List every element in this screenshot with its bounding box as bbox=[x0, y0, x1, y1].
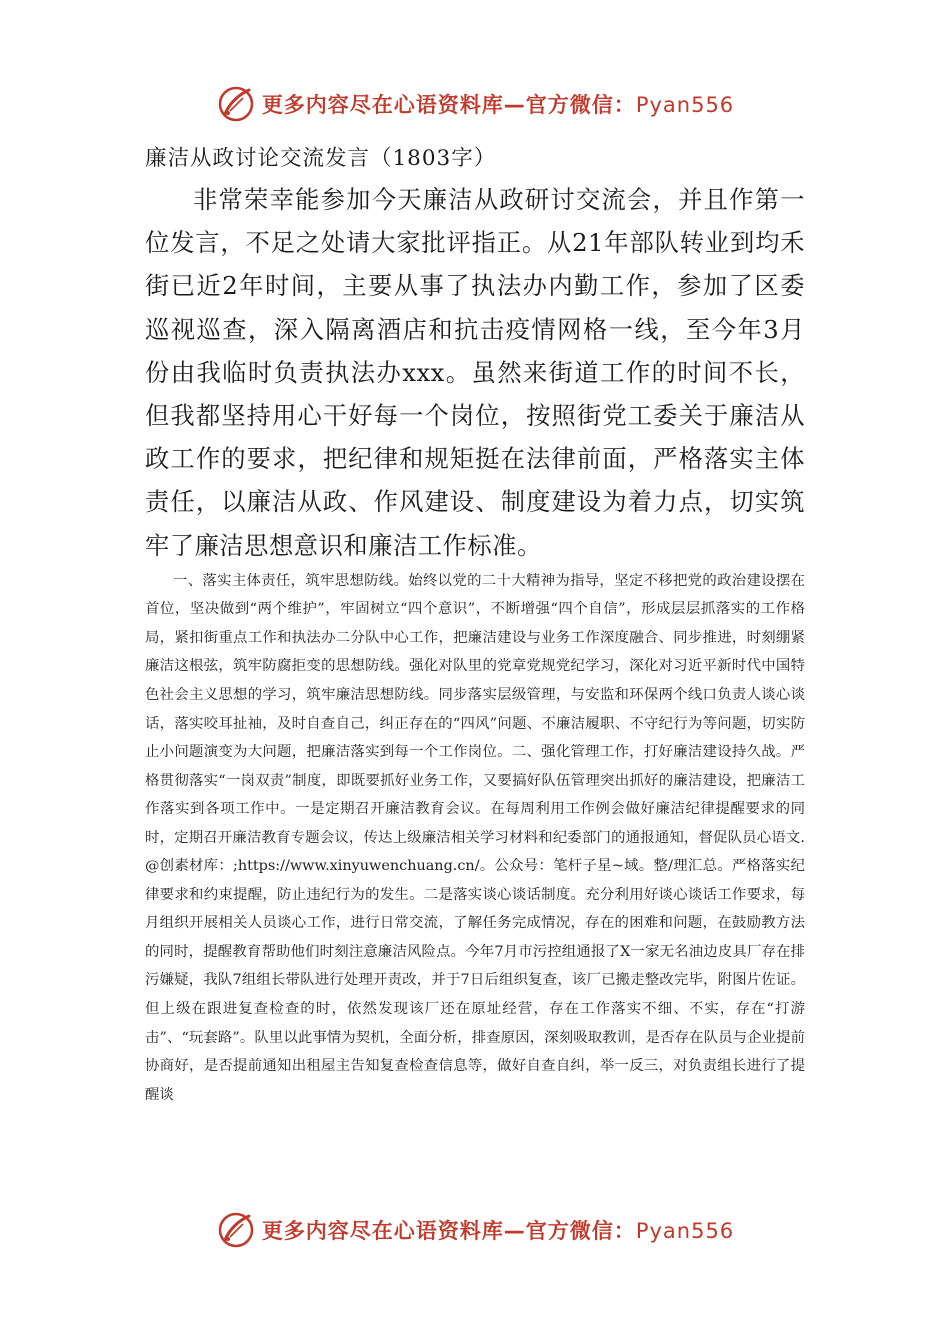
document-title: 廉洁从政讨论交流发言（1803字） bbox=[145, 146, 497, 171]
intro-paragraph: 非常荣幸能参加今天廉洁从政研讨交流会，并且作第一位发言，不足之处请大家批评指正。从21年部队转业到均禾街已近2年时间，主要从事了执法办内勤工作，参加了区委巡视巡查，深入隔离酒店和抗击疫情网格一线，至今年3月份由我临时负责执法办xxx。虽然来街道工作的时间不长，但我都坚持用心干好每一个岗位，按照街党工委关于廉洁从政工作的要求，把纪律和规矩挺在法律前面，严格落实主体责任，以廉洁从政、作风建设、制度建设为着力点，切实筑牢了廉洁思想意识和廉洁工作标准。 bbox=[145, 185, 805, 560]
footer-watermark bbox=[0, 1206, 950, 1254]
body-paragraph: 一、落实主体责任，筑牢思想防线。始终以党的二十大精神为指导，坚定不移把党的政治建设摆在首位，坚决做到“两个维护”，牢固树立“四个意识”，不断增强“四个自信”，形成层层抓落实的工作格局，紧扣街重点工作和执法办二分队中心工作，把廉洁建设与业务工作深度融合、同步推进，时刻绷紧廉洁这根弦，筑牢防腐拒变的思想防线。强化对队里的党章党规党纪学习，深化对习近平新时代中国特色社会主义思想的学习，筑牢廉洁思想防线。同步落实层级管理，与安监和环保两个线口负责人谈心谈话，落实咬耳扯袖，及时自查自己，纠正存在的“四风”问题、不廉洁履职、不守纪行为等问题，切实防止小问题演变为大问题，把廉洁落实到每一个工作岗位。二、强化管理工作，打好廉洁建设持久战。严格贯彻落实“一岗双责”制度，即既要抓好业务工作，又要搞好队伍管理突出抓好的廉洁建设，把廉洁工作落实到各项工作中。一是定期召开廉洁教育会议。在每周利用工作例会做好廉洁纪律提醒要求的同时，定期召开廉洁教育专题会议，传达上级廉洁相关学习材料和纪委部门的通报通知，督促队员心语文.@创素材库：;https://www.xinyuwenchuang.cn/。公众号：笔杆子星~域。整/理汇总。严格落实纪律要求和约束提醒，防止违纪行为的发生。二是落实谈心谈话制度。充分利用好谈心谈话工作要求，每月组织开展相关人员谈心工作，进行日常交流，了解任务完成情况，存在的困难和问题，在鼓励教方法的同时，提醒教育帮助他们时刻注意廉洁风险点。今年7月市污控组通报了X一家无名油边皮具厂存在排污嫌疑，我队7组组长带队进行处理开责改，并于7日后组织复查，该厂已搬走整改完毕，附图片佐证。但上级在跟进复查检查的时，依然发现该厂还在原址经营，存在工作落实不细、不实，存在“打游击”、“玩套路”。队里以此事情为契机，全面分析，排查原因，深刻吸取教训，是否存在队员与企业提前协商好，是否提前通知出租屋主告知复查检查信息等，做好自查自纠，举一反三，对负责组长进行了提醒谈 bbox=[145, 572, 805, 1103]
document-body bbox=[145, 140, 805, 1109]
watermark-text: 更多内容尽在心语资料库—官方微信：Pyan556 bbox=[261, 1219, 735, 1243]
pen-logo-icon bbox=[216, 1210, 256, 1250]
pen-logo-icon bbox=[216, 84, 256, 124]
watermark-text: 更多内容尽在心语资料库—官方微信：Pyan556 bbox=[261, 93, 735, 117]
header-watermark bbox=[0, 80, 950, 128]
